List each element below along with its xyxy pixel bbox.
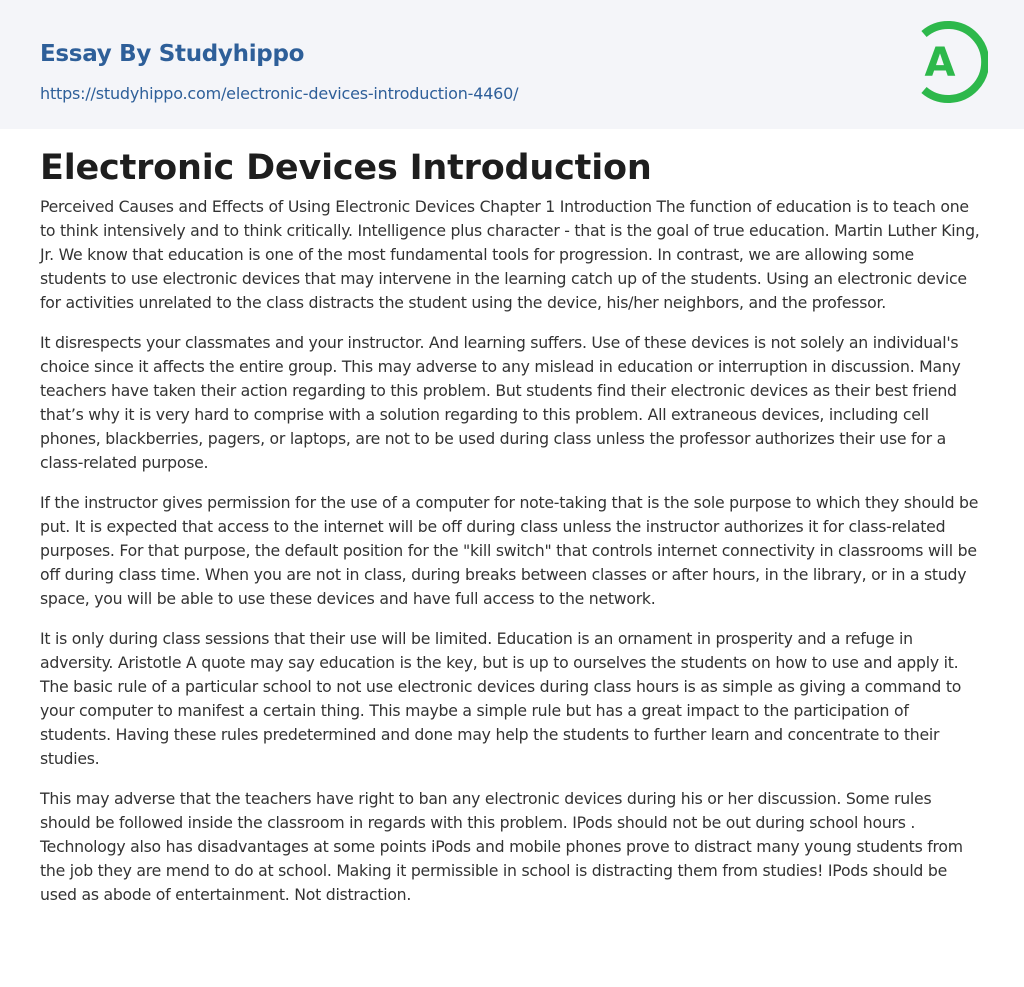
logo-letter: A xyxy=(924,40,956,86)
site-header xyxy=(0,0,1024,129)
essay-paragraph-3: If the instructor gives permission for the use of a computer for note-taking that is the sole purpose to which they should be put. It is expected that access to the internet will be off during class unless the instructor authorizes it for class-related purposes. For that purpose, the default position for the "kill switch" that controls internet connectivity in classrooms will be off during class time. When you are not in class, during breaks between classes or after hours, in the library, or in a study space, you will be able to use these devices and have full access to the network. xyxy=(40,493,979,608)
essay-paragraph-2: It disrespects your classmates and your instructor. And learning suffers. Use of these devices is not solely an individual's choice since it affects the entire group. This may adverse to any mislead in education or interruption in discussion. Many teachers have taken their action regarding to this problem. But students find their electronic devices as their best friend that’s why it is very hard to comprise with a solution regarding to this problem. All extraneous devices, including cell phones, blackberries, pagers, or laptops, are not to be used during class unless the professor authorizes their use for a class-related purpose. xyxy=(40,333,961,472)
essay-title: Electronic Devices Introduction xyxy=(40,148,652,188)
essay-paragraph-4: It is only during class sessions that their use will be limited. Education is an ornament in prosperity and a refuge in adversity. Aristotle A quote may say education is the key, but is up to ourselves the students on how to use and apply it. The basic rule of a particular school to not use electronic devices during class hours is as simple as giving a command to your computer to manifest a certain thing. This maybe a simple rule but has a great impact to the participation of students. Having these rules predetermined and done may help the students to further learn and concentrate to their studies. xyxy=(40,629,962,768)
essay-paragraph-1: Perceived Causes and Effects of Using Electronic Devices Chapter 1 Introduction The function of education is to teach one to think intensively and to think critically. Intelligence plus character - that is the goal of true education. Martin Luther King, Jr. We know that education is one of the most fundamental tools for progression. In contrast, we are allowing some students to use electronic devices that may intervene in the learning catch up of the students. Using an electronic device for activities unrelated to the class distracts the student using the device, his/her neighbors, and the professor. xyxy=(40,197,980,312)
essay-url-link[interactable]: https://studyhippo.com/electronic-devices-introduction-4460/ xyxy=(40,84,519,103)
site-title[interactable]: Essay By Studyhippo xyxy=(40,41,305,67)
essay-paragraph-5: This may adverse that the teachers have right to ban any electronic devices during his or her discussion. Some rules should be followed inside the classroom in regards with this problem. IPods should not be out during school hours . Technology also has disadvantages at some points iPods and mobile phones prove to distract many young students from the job they are mend to do at school. Making it permissible in school is distracting them from studies! IPods should be used as abode of entertainment. Not distraction. xyxy=(40,789,963,904)
essay-content xyxy=(0,147,1024,907)
studyhippo-logo-icon[interactable] xyxy=(910,18,988,106)
